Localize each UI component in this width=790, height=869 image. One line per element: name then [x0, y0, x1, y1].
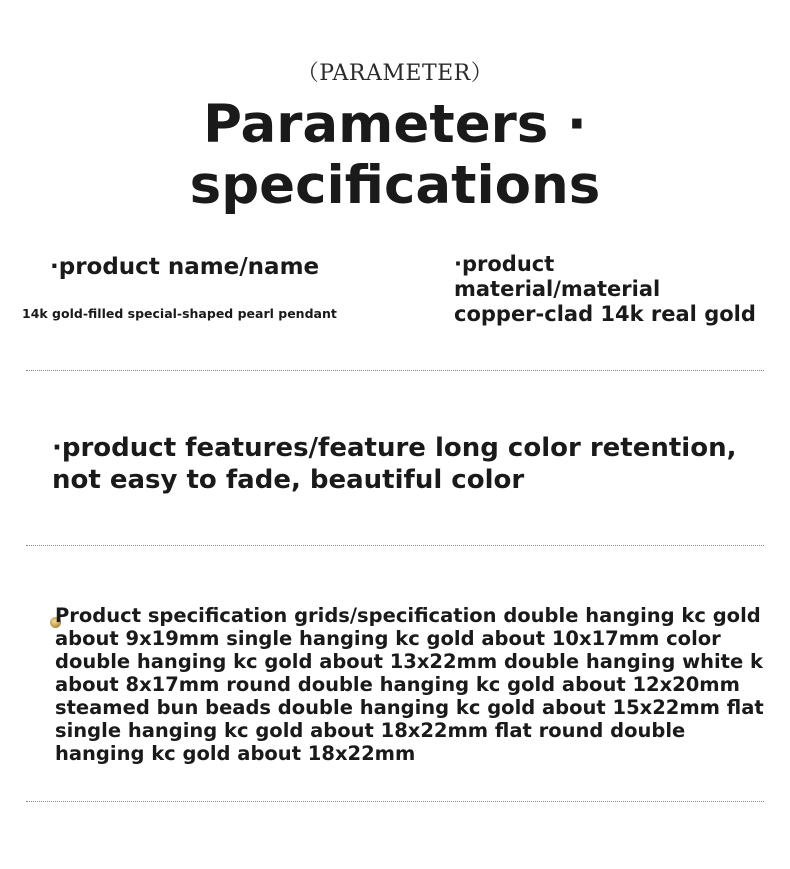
- divider: [26, 801, 764, 802]
- product-name-value: 14k gold-filled special-shaped pearl pendant: [22, 306, 337, 321]
- material-line-3: copper-clad 14k real gold: [454, 302, 756, 326]
- product-features-text: ·product features/feature long color retention, not easy to fade, beautiful color: [52, 433, 737, 495]
- product-material-block: [454, 252, 774, 327]
- divider: [26, 545, 764, 546]
- product-specification-text: Product specification grids/specification double hanging kc gold about 9x19mm single hanging kc gold about 10x17mm color double hanging kc gold about 13x22mm double hanging white k about 8x17mm round double hanging kc gold about 12x20mm steamed bun beads double hanging kc gold about 15x22mm flat single hanging kc gold about 18x22mm flat round double hanging kc gold about 18x22mm: [55, 604, 764, 765]
- section-subtitle: （PARAMETER）: [296, 61, 494, 86]
- divider: [26, 370, 764, 371]
- material-line-1: ·product: [454, 252, 555, 276]
- product-name-label: ·product name/name: [50, 254, 320, 280]
- material-line-2: material/material: [454, 277, 661, 301]
- page-title: Parameters · specifications: [189, 94, 601, 216]
